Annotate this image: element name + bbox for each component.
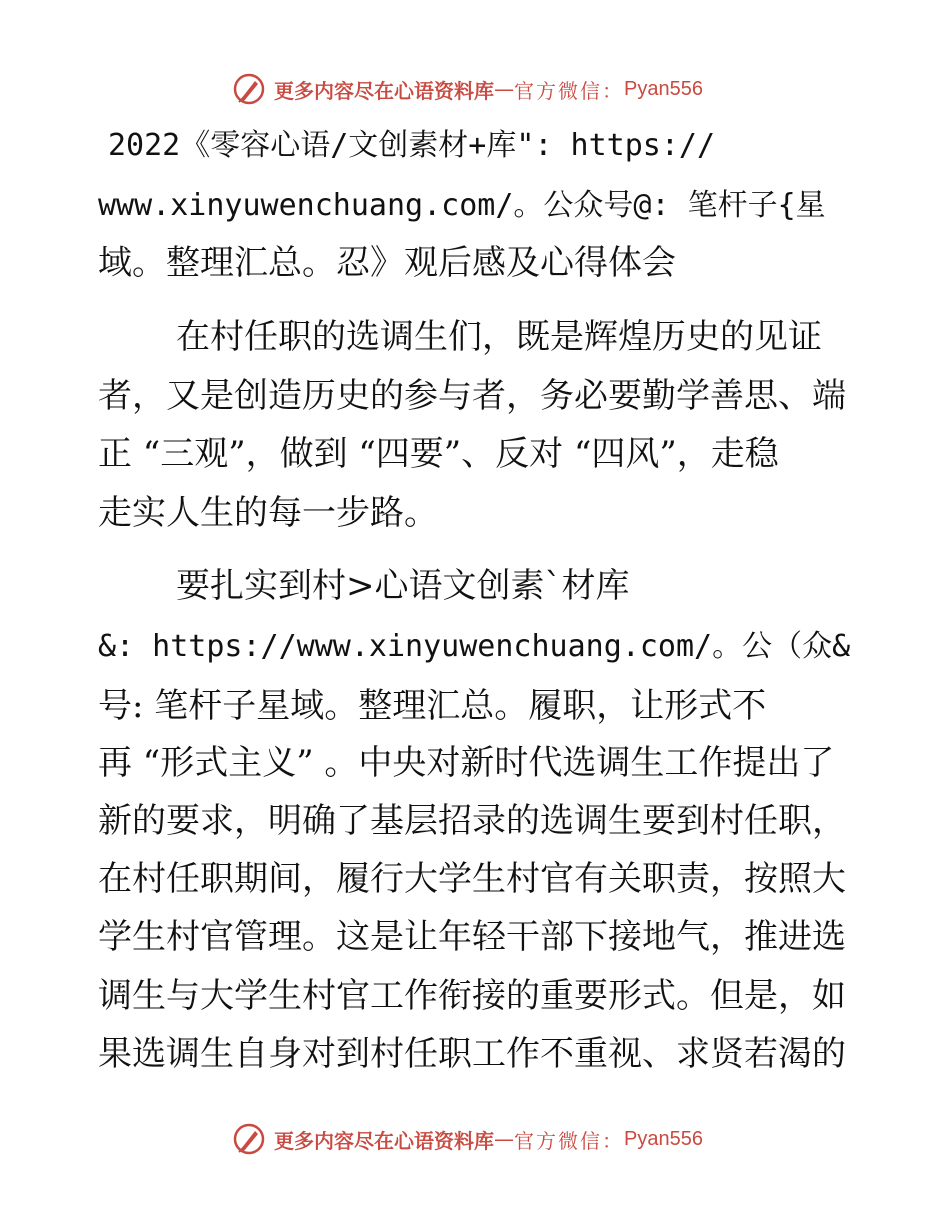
- text-line: 要扎实到村>心语文创素`材库: [176, 566, 630, 606]
- text-line: 域。整理汇总。忍》观后感及心得体会: [98, 243, 676, 283]
- text-line: 在村任职的选调生们，既是辉煌历史的见证: [176, 317, 822, 357]
- text-line: 2022《零容心语/文创素材+库": https://: [108, 128, 716, 163]
- watermark-wechat-id: Pyan556: [624, 77, 703, 100]
- footer-watermark: [232, 1122, 703, 1156]
- text-line: &: https://www.xinyuwenchuang.com/。公（众&: [98, 629, 851, 664]
- quill-pen-icon: [232, 1122, 266, 1156]
- quill-pen-icon: [232, 72, 266, 106]
- watermark-text: 更多内容尽在心语资料库: [274, 1128, 494, 1153]
- watermark-official-label: 官方微信：: [514, 78, 624, 103]
- text-line: www.xinyuwenchuang.com/。公众号@: 笔杆子{星: [98, 188, 826, 223]
- text-line: 者，又是创造历史的参与者，务必要勤学善思、端: [98, 376, 846, 416]
- text-line: 正 “三观”，做到 “四要”、反对 “四风”，走稳: [98, 434, 779, 474]
- watermark-dash: —: [494, 77, 514, 101]
- header-watermark: [232, 72, 703, 106]
- watermark-wechat-id: Pyan556: [624, 1127, 703, 1150]
- text-line: 号: 笔杆子星域。整理汇总。履职，让形式不: [98, 686, 767, 726]
- text-line: 果选调生自身对到村任职工作不重视、求贤若渴的: [98, 1034, 846, 1074]
- watermark-text: 更多内容尽在心语资料库: [274, 78, 494, 103]
- text-line: 再 “形式主义” 。中央对新时代选调生工作提出了: [98, 743, 835, 783]
- text-line: 调生与大学生村官工作衔接的重要形式。但是，如: [98, 976, 846, 1016]
- text-line: 学生村官管理。这是让年轻干部下接地气，推进选: [98, 917, 846, 957]
- text-line: 新的要求，明确了基层招录的选调生要到村任职，: [98, 801, 846, 841]
- text-line: 走实人生的每一步路。: [98, 493, 438, 533]
- text-line: 在村任职期间，履行大学生村官有关职责，按照大: [98, 859, 846, 899]
- watermark-official-label: 官方微信：: [514, 1128, 624, 1153]
- watermark-dash: —: [494, 1127, 514, 1151]
